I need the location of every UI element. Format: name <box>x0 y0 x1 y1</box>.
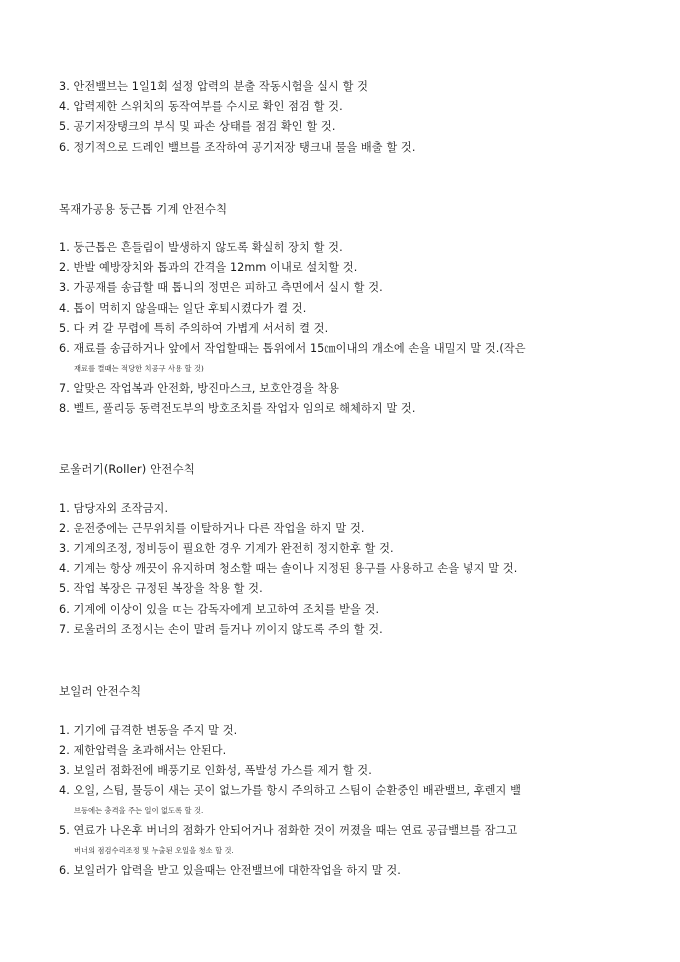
list-item: 4. 오일, 스팀, 물등이 새는 곳이 없느가를 항시 주의하고 스팀이 순환중인 배관밸브, 후렌지 밸 <box>59 784 522 797</box>
list-item: 3. 기계의조정, 정비등이 필요한 경우 기계가 완전히 정지한후 할 것. <box>59 542 394 555</box>
list-item-continuation: 재료를 켤때는 적당한 치공구 사용 할 것) <box>74 364 204 373</box>
list-item: 4. 톱이 먹히지 않을때는 일단 후퇴시켰다가 켤 것. <box>59 302 307 315</box>
list-item-continuation: 버너의 점검수리조정 및 누출된 오일을 청소 할 것. <box>74 846 234 855</box>
list-item: 3. 안전밸브는 1일1회 설정 압력의 분출 작동시험을 실시 할 것 <box>59 80 369 93</box>
section-title-wood-saw: 목재가공용 둥근톱 기계 안전수칙 <box>59 202 228 216</box>
section-title-roller: 로울러기(Roller) 안전수칙 <box>59 462 195 476</box>
section-title-boiler: 보일러 안전수칙 <box>59 684 142 698</box>
list-item: 2. 제한압력을 초과해서는 안된다. <box>59 744 227 757</box>
list-item: 6. 정기적으로 드레인 밸브를 조작하여 공기저장 탱크내 물을 배출 할 것. <box>59 141 416 154</box>
list-item: 4. 압력제한 스위치의 동작여부를 수시로 확인 점검 할 것. <box>59 100 343 113</box>
list-item: 7. 알맞은 작업복과 안전화, 방진마스크, 보호안경을 착용 <box>59 382 340 395</box>
list-item: 1. 기기에 급격한 변동을 주지 말 것. <box>59 724 238 737</box>
list-item: 5. 연료가 나온후 버너의 점화가 안되어거나 점화한 것이 꺼졌을 때는 연료 공급밸브를 잠그고 <box>59 824 518 837</box>
list-item: 6. 재료를 송급하거나 앞에서 작업할때는 톱위에서 15㎝이내의 개소에 손을 내밀지 말 것.(작은 <box>59 342 526 355</box>
list-item: 6. 기계에 이상이 있을 ㄸ는 감독자에게 보고하여 조치를 받을 것. <box>59 603 380 616</box>
list-item: 5. 작업 복장은 규정된 복장을 착용 할 것. <box>59 582 263 595</box>
list-item: 4. 기계는 항상 깨끗이 유지하며 청소할 때는 솔이나 지정된 용구를 사용하고 손을 넣지 말 것. <box>59 562 518 575</box>
list-item: 6. 보일러가 압력을 받고 있을때는 안전밸브에 대한작업을 하지 말 것. <box>59 864 401 877</box>
list-item: 5. 공기저장탱크의 부식 및 파손 상태를 점검 확인 할 것. <box>59 120 336 133</box>
list-item: 7. 로울러의 조정시는 손이 말려 들거나 끼이지 않도록 주의 할 것. <box>59 623 383 636</box>
list-item: 8. 벨트, 풀리등 동력전도부의 방호조치를 작업자 임의로 해체하지 말 것. <box>59 402 416 415</box>
list-item: 1. 담당자외 조작금지. <box>59 502 169 515</box>
list-item: 5. 다 켜 갈 무렵에 특히 주의하여 가볍게 서서히 켤 것. <box>59 322 329 335</box>
list-item: 3. 가공재를 송급할 때 톱니의 정면은 피하고 측면에서 실시 할 것. <box>59 281 383 294</box>
list-item-continuation: 브등에는 충격을 주는 일이 없도록 할 것. <box>74 806 204 815</box>
list-item: 2. 반발 예방장치와 톱과의 간격을 12mm 이내로 설치할 것. <box>59 261 358 274</box>
list-item: 2. 운전중에는 근무위치를 이탈하거나 다른 작업을 하지 말 것. <box>59 522 365 535</box>
list-item: 3. 보일러 점화전에 배풍기로 인화성, 폭발성 가스를 제거 할 것. <box>59 764 372 777</box>
list-item: 1. 둥근톱은 흔들림이 발생하지 않도록 확실히 장치 할 것. <box>59 241 343 254</box>
